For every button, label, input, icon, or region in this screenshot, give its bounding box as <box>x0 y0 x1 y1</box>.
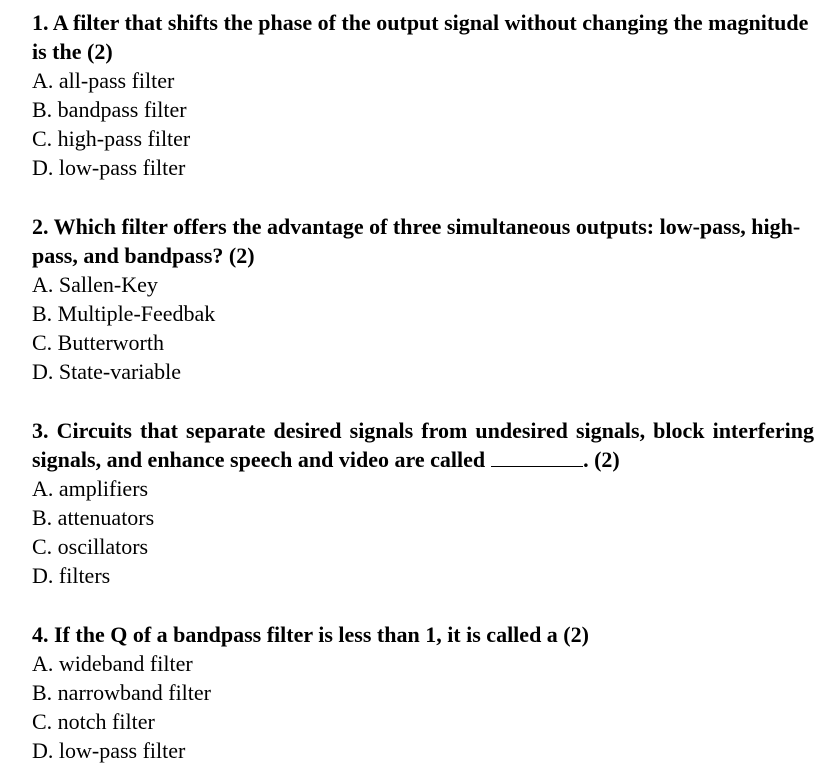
question-2-option-d: D. State-variable <box>32 359 182 384</box>
spacer <box>32 182 814 212</box>
question-2-option-a: A. Sallen-Key <box>32 272 158 297</box>
question-3-text <box>32 416 814 474</box>
question-1-option-b: B. bandpass filter <box>32 97 187 122</box>
spacer <box>32 386 814 416</box>
question-2-option-b: B. Multiple-Feedbak <box>32 301 216 326</box>
question-3-option-d: D. filters <box>32 563 111 588</box>
question-3-option-a: A. amplifiers <box>32 476 149 501</box>
question-4-text: 4. If the Q of a bandpass filter is less than 1, it is called a (2) <box>32 622 589 647</box>
question-4-option-a: A. wideband filter <box>32 651 193 676</box>
question-4-option-b: B. narrowband filter <box>32 680 211 705</box>
question-1 <box>32 8 814 182</box>
spacer <box>32 590 814 620</box>
question-4-option-c: C. notch filter <box>32 709 155 734</box>
question-1-option-c: C. high-pass filter <box>32 126 191 151</box>
question-3-option-b: B. attenuators <box>32 505 155 530</box>
question-3 <box>32 416 814 590</box>
answer-blank <box>491 448 583 467</box>
question-3-option-c: C. oscillators <box>32 534 149 559</box>
quiz-document <box>32 8 814 765</box>
question-4-option-d: D. low-pass filter <box>32 738 186 763</box>
question-2 <box>32 212 814 386</box>
question-1-text: 1. A filter that shifts the phase of the output signal without changing the magnitude is the (2) <box>32 10 809 64</box>
question-4 <box>32 620 814 765</box>
question-3-text-before: 3. Circuits that separate desired signals from undesired signals, block interfering signals, and enhance speech and video are called <box>32 418 814 472</box>
question-2-text: 2. Which filter offers the advantage of three simultaneous outputs: low-pass, high-pass, and bandpass? (2) <box>32 214 801 268</box>
question-2-option-c: C. Butterworth <box>32 330 164 355</box>
question-1-option-d: D. low-pass filter <box>32 155 186 180</box>
question-3-text-after: . (2) <box>583 447 620 472</box>
question-1-option-a: A. all-pass filter <box>32 68 175 93</box>
